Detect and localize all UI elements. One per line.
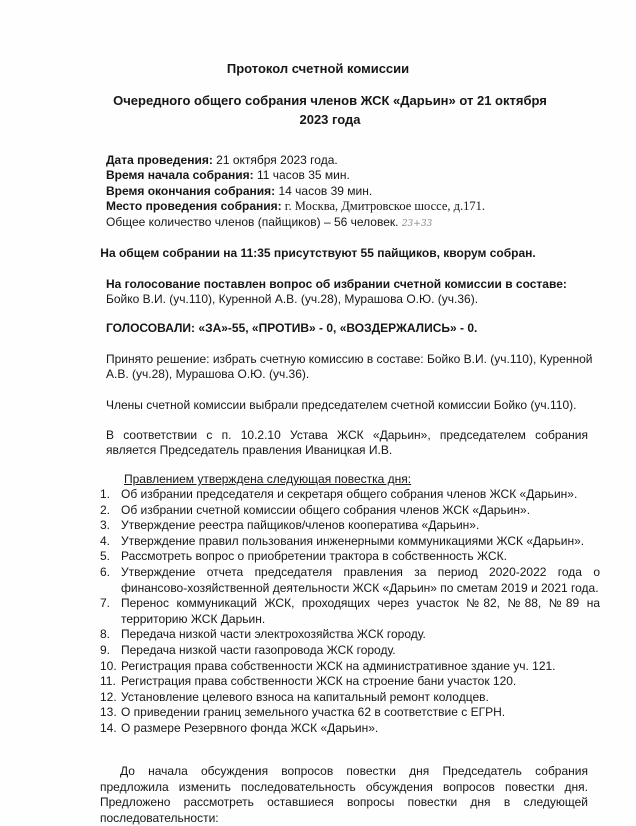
agenda-item-text: Утверждение отчета председателя правления за период 2020-2022 года о финансово-хозяйственной деятельности ЖСК «Дарьин» по сметам 2019 и 2021 года. [121, 564, 600, 595]
document-title: Протокол счетной комиссии [226, 61, 410, 76]
agenda-item-text: Передача низкой части газопровода ЖСК городу. [121, 642, 396, 657]
agenda-item [100, 659, 600, 675]
meeting-date: Дата проведения: 21 октября 2023 года. [106, 153, 338, 167]
agenda-item-number: 9. [100, 642, 111, 657]
agenda-item-number: 11. [100, 674, 116, 689]
agenda-item-number: 2. [100, 502, 111, 517]
agenda-item-number: 13. [100, 705, 117, 720]
agenda-heading: Правлением утверждена следующая повестка дня: [124, 472, 412, 486]
agenda-item-text: Установление целевого взноса на капитальный ремонт колодцев. [121, 689, 489, 704]
agenda-item-text: О размере Резервного фонда ЖСК «Дарьин». [121, 720, 379, 735]
commission-chairman-text: Члены счетной комиссии выбрали председателем счетной комиссии Бойко (уч.110). [106, 398, 577, 412]
document-subtitle: Очередного общего собрания членов ЖСК «Дарьин» от 21 октября 2023 года [113, 93, 547, 127]
voting-question-heading: На голосование поставлен вопрос об избрании счетной комиссии в составе: [106, 277, 567, 291]
meeting-chairman-text: В соответствии с п. 10.2.10 Устава ЖСК «Дарьин», председателем собрания является Председатель правления Иваницкая И.В. [106, 428, 588, 458]
agenda-item-text: Об избрании председателя и секретаря общего собрания членов ЖСК «Дарьин». [121, 487, 578, 501]
agenda-item-number: 14. [100, 720, 117, 735]
agenda-item-text: Об избрании счетной комиссии общего собрания членов ЖСК «Дарьин». [121, 502, 531, 517]
voting-question-members: Бойко В.И. (уч.110), Куренной А.В. (уч.28), Мурашова О.Ю. (уч.36). [106, 292, 479, 307]
closing-paragraph: До начала обсуждения вопросов повестки дня Председатель собрания предложила изменить последовательность обсуждения вопросов повестки дня. Предложено рассмотреть оставшиеся вопросы повестки дня в следующей последовательности: [100, 764, 588, 825]
agenda-item [100, 705, 600, 721]
agenda-item-number: 6. [100, 564, 111, 579]
voting-question [106, 277, 606, 308]
agenda-item-number: 7. [100, 596, 111, 611]
agenda-item-text: Передача низкой части электрохозяйства ЖСК городу. [121, 627, 426, 642]
agenda-item [100, 503, 600, 519]
meeting-info [106, 153, 606, 232]
agenda-item [100, 487, 600, 503]
meeting-end-time: Время окончания собрания: 14 часов 39 мин. [106, 183, 373, 198]
quorum-statement: На общем собрании на 11:35 присутствуют 55 пайщиков, кворум собран. [100, 246, 536, 260]
agenda-item [100, 627, 600, 643]
agenda-item-text: Рассмотреть вопрос о приобретении трактора в собственность ЖСК. [121, 549, 507, 564]
agenda-item [100, 596, 600, 627]
agenda-item [100, 534, 600, 550]
agenda-item [100, 518, 600, 534]
agenda-item-text: Регистрация права собственности ЖСК на строение бани участок 120. [121, 674, 517, 689]
agenda-item-text: Перенос коммуникаций ЖСК, проходящих через участок №82, №88, №89 на территорию ЖСК Дарьин. [121, 596, 600, 626]
handwritten-note: 23+33 [401, 218, 433, 229]
agenda-list [100, 487, 600, 737]
agenda-item-text: Регистрация права собственности ЖСК на административное здание уч. 121. [121, 658, 556, 673]
agenda-item [100, 565, 600, 596]
meeting-place: Место проведения собрания: г. Москва, Дмитровское шоссе, д.171. [106, 199, 486, 214]
agenda-item-number: 1. [100, 487, 111, 501]
agenda-item-text: О приведении границ земельного участка 62 в соответствие с ЕГРН. [121, 705, 506, 720]
agenda-item [100, 549, 600, 565]
agenda-item [100, 674, 600, 690]
agenda-item-text: Утверждение правил пользования инженерными коммуникациями ЖСК «Дарьин». [121, 533, 585, 548]
agenda-item-number: 12. [100, 689, 117, 704]
agenda-item [100, 643, 600, 659]
meeting-start-time: Время начала собрания: 11 часов 35 мин. [106, 168, 350, 183]
agenda-item-number: 10. [100, 658, 117, 673]
agenda-item [100, 690, 600, 706]
agenda-item-number: 5. [100, 549, 111, 564]
decision-text: Принято решение: избрать счетную комиссию в составе: Бойко В.И. (уч.110), Куренной А.В. (уч.28), Мурашова О.Ю. (уч.36). [106, 352, 593, 382]
voting-result: ГОЛОСОВАЛИ: «ЗА»-55, «ПРОТИВ» - 0, «ВОЗДЕРЖАЛИСЬ» - 0. [106, 321, 478, 335]
agenda-item-number: 4. [100, 533, 111, 548]
agenda-item-number: 8. [100, 627, 111, 642]
agenda-item-text: Утверждение реестра пайщиков/членов кооператива «Дарьин». [121, 518, 480, 533]
agenda-item-number: 3. [100, 518, 111, 533]
agenda-item [100, 721, 600, 737]
members-count: Общее количество членов (пайщиков) – 56 человек. 23+33 [106, 214, 433, 229]
